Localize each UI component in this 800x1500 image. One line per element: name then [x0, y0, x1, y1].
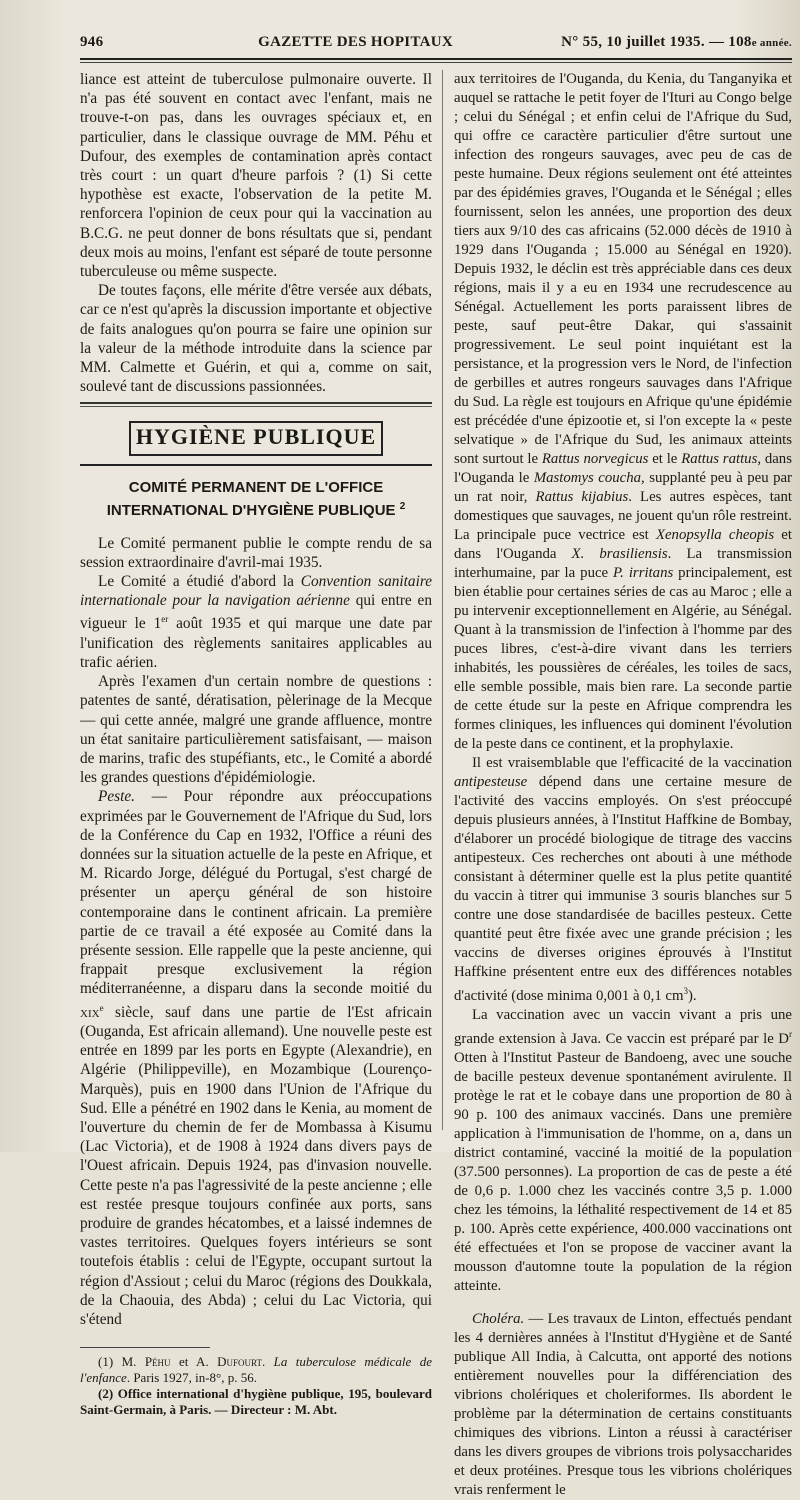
superscript: er — [161, 614, 169, 625]
paragraph — [454, 754, 792, 1006]
page-number: 946 — [80, 34, 104, 50]
section-separator-thin — [80, 406, 432, 407]
subheading-cholera: Choléra. — [472, 1310, 525, 1327]
species-name: Rattus rattus — [681, 451, 758, 467]
section-heading-box — [129, 421, 383, 455]
text-run: . Paris 1927, in-8°, p. 56. — [126, 1370, 257, 1386]
right-column — [454, 70, 792, 1500]
article-title-line — [80, 497, 432, 520]
author-name: Dufourt — [217, 1354, 262, 1370]
paragraph — [80, 787, 432, 1329]
issue-suffix: e année. — [751, 37, 792, 49]
species-name: P. irritans — [613, 565, 674, 581]
footnote-ref: 2 — [399, 500, 406, 512]
text-run: . Les autres espèces, tant domestiques que sauvages, ne jouent qu'un rôle restreint. La principale puce vectrice est — [454, 489, 792, 543]
left-column — [80, 70, 432, 1418]
paragraph — [454, 1006, 792, 1296]
text-run: Le Comité a étudié d'abord la — [98, 573, 301, 591]
text-run: — Pour répondre aux préoccupations exprimées par le Gouvernement de l'Afrique du Sud, lors de la Conférence du Cap en 1932, l'Office a réuni des données sur la situation actuelle de la peste en Afrique, et M. Ricardo Jorge, délégué du Portugal, s'est chargé de présenter un aperçu général de son histoire contemporaine dans le continent africain. La première partie de ce travail a été exposée au Comité dans la présente session. Elle rappelle que la peste ancienne, qui frappait presque exclusivement la région méditerranéenne, a disparu dans la seconde moitié du — [80, 788, 432, 998]
text-run-italic: antipesteuse — [454, 774, 528, 790]
footnote-rule — [80, 1347, 210, 1348]
paragraph — [80, 572, 432, 672]
text-run: Il est vraisemblable que l'efficacité de la vaccination — [472, 755, 792, 771]
text-run: — Les travaux de Linton, effectués pendant les 4 dernières années à l'Institut d'Hygiène et de Santé publique All India, à Calcutta, ont apporté des notions entièrement nouvelles pour la différenciation des vibrions cholériques et choleriformes. Ils abordent le problème par la détermination de certains constituants chimiques des vibrions. Linton a réussi à caractériser dans les divers groupes de vibrions trois polysaccharides et deux protéines. Presque tous les vibrions cholériques vrais renferment le — [454, 1310, 792, 1498]
text-run: La vaccination avec un vaccin vivant a pris une grande extension à Java. Ce vaccin est préparé par le D — [454, 1006, 792, 1047]
article-title — [80, 478, 432, 520]
issue-text: N° 55, 10 juillet 1935. — 108 — [561, 34, 752, 50]
species-name: X. brasiliensis — [571, 546, 668, 562]
author-name: Péhu — [144, 1354, 171, 1370]
text-run: siècle, sauf dans une partie de l'Est africain (Ouganda, Est africain allemand). Une nouvelle peste est entrée en 1899 par les ports en Egypte (Alexandrie), en Algérie (Philippeville), en Mozambique (Lourenço-Marquès), puis en 1900 dans l'Union de l'Afrique du Sud. Elle a pénétré en 1902 dans le Kenia, au moment de l'ouverture du chemin de fer de Mombassa à Kisumu (Lac Victoria), et de 1908 à 1924 dans divers pays de l'Ouest africain. Depuis 1924, pas d'invasion nouvelle. Cette peste n'a pas l'agressivité de la peste ancienne ; elle est restée presque toujours confinée aux ports, sans produire de grandes hécatombes, et a laissé indemnes de vastes territoires. Quelques foyers intérieurs se sont toutefois établis : celui de l'Egypte, occupant surtout la région d'Assiout ; celui du Maroc (régions des Doukkala, de la Chaouia, des Abda) ; celui du Lac Victoria, qui s'étend — [80, 1003, 432, 1328]
species-name: Xenopsylla cheopis — [655, 527, 775, 543]
text-run: xix — [80, 1003, 100, 1021]
text-run: et le — [648, 451, 682, 467]
paragraph: Le Comité permanent publie le compte rendu de sa session extraordinaire d'avril-mai 1935. — [80, 534, 432, 571]
article-title-text: INTERNATIONAL D'HYGIÈNE PUBLIQUE — [106, 501, 396, 519]
section-separator — [80, 402, 432, 404]
text-run: . — [261, 1354, 274, 1370]
text-run: aux territoires de l'Ouganda, du Kenia, du Tanganyika et auquel se rattache le petit foyer de l'Ituri au Congo belge ; celui du Sénégal ; et enfin celui de l'Afrique du Sud, qui offre ce caractère particulier d'être surtout une infection des rongeurs sauvages, avec peu de cas de peste humaine. Deux régions seulement ont été atteintes par des épidémies graves, l'Ouganda et le Sénégal ; elles fournissent, selon les années, une proportion des deux tiers aux 9/10 des cas africains (52.000 décès de 1910 à 1929 dans l'Ouganda ; 15.000 au Sénégal en 1920). Depuis 1932, le déclin est très appréciable dans ces deux régions, mais il y a eu en 1934 une recrudescence au Sénégal. Actuellement les ports paraissent libres de peste, sauf peut-être Dakar, qui s'assainit progressivement. Le seul point inquiétant est la persistance, et la progression vers le Nord, de l'infection de gerbilles et autres rongeurs sauvages dans l'Afrique du Sud. La règle est toujours en Afrique qu'une épidémie est précédée d'une épizootie et, si l'on excepte la « peste selvatique » de l'Afrique du Sud, les animaux atteints sont surtout le — [454, 71, 792, 467]
section-rule — [80, 464, 432, 466]
subheading-peste: Peste. — [98, 788, 135, 806]
text-run: qui entre en vigueur le 1 — [80, 592, 432, 633]
text-run: dépend dans une certaine mesure de l'activité des vaccins employés. On s'est préoccupé depuis plusieurs années, à l'Institut Haffkine de Bombay, d'élaborer un procédé biologique de titrage des vaccins antipesteux. Ces recherches ont abouti à une méthode consistant à déterminer quelle est la plus petite quantité du vaccin à titrer qui immunise 3 souris blanches sur 5 contre une dose standardisée de bacilles pesteux. Cette quantité peut être fixée avec une grande précision ; les vaccins de diverses origines éprouvés à l'Institut Haffkine présentent entre eux des différences notables d'activité (dose minima 0,001 à 0,1 cm — [454, 774, 792, 1004]
paragraph — [454, 1310, 792, 1500]
species-name: Mastomys coucha — [533, 470, 642, 486]
column-divider — [442, 70, 443, 1130]
issue-info — [561, 34, 792, 51]
text-run: et A. — [170, 1354, 218, 1370]
text-run: et dans l'Ouganda — [454, 527, 792, 562]
text-run: principalement, est bien établie pour certaines séries de cas au Maroc ; elle a pu intervenir exceptionnellement en Algérie, au Sénégal. Quant à la transmission de l'infection à l'homme par des puces libres, c'est-à-dire vivant dans les terriers inhabités, les poussières de céréales, les toiles de sacs, elle semble possible, mais bien rare. La seconde partie de cette étude sur la peste en Afrique comprendra les formes cliniques, les influences qui dominent l'évolution de la peste dans ce continent, et la prophylaxie. — [454, 565, 793, 752]
text-run: Otten à l'Institut Pasteur de Bandoeng, avec une souche de bacille pesteux devenue spontanément avirulente. Il protège le rat et le cobaye dans une proportion de 80 à 90 p. 100 des animaux vaccinés. Dans une première application à l'immunisation de l'homme, on a, dans un district contaminé, vacciné la moitié de la population (37.500 personnes). La proportion de cas de peste a été de 0,6 p. 1.000 chez les vaccinés contre 3,5 p. 1.000 chez les témoins, la léthalité respectivement de 14 et 85 p. 100. Après cette expérience, 400.000 vaccinations ont été effectuées et l'on se propose de vacciner avant la mousson d'automne toute la population de la région atteinte. — [454, 1049, 792, 1294]
text-run: (1) M. — [98, 1354, 145, 1370]
text-run-italic: Convention sanitaire internationale pour la navigation aérienne — [80, 573, 433, 610]
text-run: août 1935 et qui marque une date par l'unification des règlements sanitaires applicables au trafic aérien. — [80, 615, 432, 671]
superscript: 3 — [683, 986, 688, 996]
section-title: HYGIÈNE PUBLIQUE — [135, 424, 377, 450]
superscript: e — [99, 1002, 104, 1013]
paragraph: liance est atteint de tuberculose pulmonaire ouverte. Il n'a pas été souvent en contact avec l'enfant, mais ne trouve-t-on pas, dans les ouvrages spéciaux et, en particulier, dans le classique ouvrage de MM. Péhu et Dufour, des exemples de contamination après contact très court : un quart d'heure parfois ? (1) Si cette hypothèse est exacte, l'observation de la petite M. renforcera l'opinion de ceux pour qui la vaccination au B.C.G. ne peut donner de bons résultats que si, pendant deux mois au moins, l'enfant est séparé de toute personne tuberculeuse ou même suspecte. — [80, 71, 432, 281]
footnote: (2) Office international d'hygiène publique, 195, boulevard Saint-Germain, à Paris. — Directeur : M. Abt. — [80, 1386, 432, 1418]
text-run: . La transmission interhumaine, par la puce — [454, 546, 792, 581]
paragraph: Après l'examen d'un certain nombre de questions : patentes de santé, dératisation, pèlerinage de la Mecque — qui cette année, malgré une grande affluence, montre un état sanitaire particulièrement satisfaisant, — maison de marins, trafic des stupéfiants, etc., le Comité a abordé les grandes questions d'épidémiologie. — [80, 673, 432, 787]
species-name: Rattus kijabius — [535, 489, 629, 505]
species-name: Rattus norvegicus — [541, 451, 649, 467]
book-title: La tuberculose médicale de l'enfance — [80, 1354, 433, 1386]
header-rule-thin — [80, 62, 792, 63]
header-rule — [80, 58, 792, 60]
text-run: , dans l'Ouganda le — [454, 451, 792, 486]
superscript: r — [789, 1028, 792, 1039]
journal-title: GAZETTE DES HOPITAUX — [258, 34, 454, 50]
article-title-line: COMITÉ PERMANENT DE L'OFFICE — [128, 478, 384, 496]
paragraph: De toutes façons, elle mérite d'être versée aux débats, car ce n'est qu'après la discussion importante et objective de faits analogues qu'on pourra se faire une opinion sur la valeur de la méthode introduite dans la science par MM. Calmette et Guérin, et qui a, comme on sait, soulevé tant de discussions passionnées. — [80, 282, 432, 396]
paragraph — [454, 70, 792, 754]
text-run: , supplanté peu à peu par un rat noir, — [454, 470, 792, 505]
page-header — [80, 34, 792, 56]
footnote — [80, 1354, 432, 1386]
text-run: ). — [688, 987, 697, 1004]
